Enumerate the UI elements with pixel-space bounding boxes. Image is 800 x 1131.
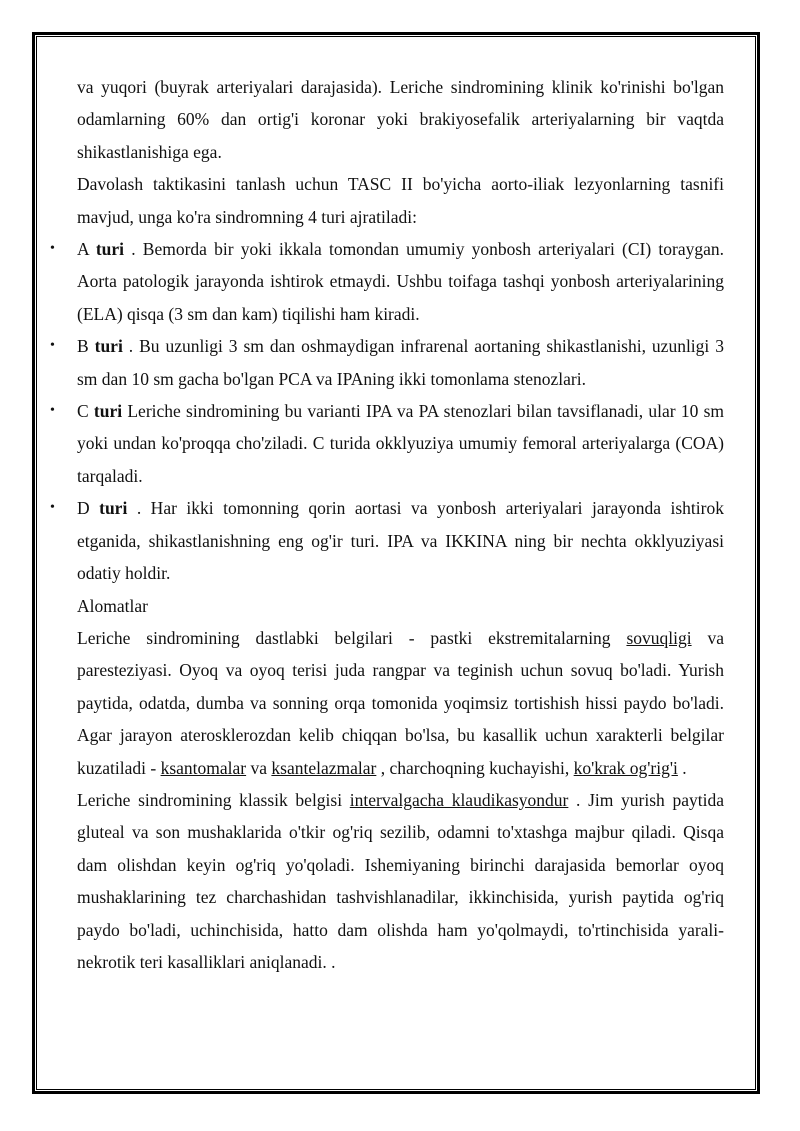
paragraph-symptoms: Leriche sindromining dastlabki belgilari - pastki ekstremitalarning sovuqligi va paresteziyasi. Oyoq va oyoq terisi juda rangpar va teginish uchun sovuq bo'ladi. Yurish paytida, odatda, dumba va sonning orqa tomonida yoqimsiz tortishish hissi paydo bo'ladi. Agar jarayon aterosklerozdan kelib chiqqan bo'lsa, bu kasallik uchun xarakterli belgilar kuzatiladi - ksantomalar va ksantelazmalar , charchoqning kuchayishi, ko'krak og'rig'i . <box>77 627 724 778</box>
paragraph-classification: Davolash taktikasini tanlash uchun TASC II bo'yicha aorto-iliak lezyonlarning tasnifi mavjud, unga ko'ra sindromning 4 turi ajratiladi: <box>77 174 724 227</box>
link-klaudikasyon[interactable]: intervalgacha klaudikasyondur <box>349 789 569 810</box>
list-item-type-a: • A turi . Bemorda bir yoki ikkala tomondan umumiy yonbosh arteriyalari (CI) toraygan. Aorta patologik jarayonda ishtirok etmaydi. Ushbu toifaga tashqi yonbosh arteriyalarining (ELA) qisqa (3 sm dan kam) tiqilishi ham kiradi. <box>77 233 724 330</box>
link-sovuqligi[interactable]: sovuqligi <box>626 627 692 648</box>
link-ksantelazmalar[interactable]: ksantelazmalar <box>271 757 377 778</box>
bullet-icon: • <box>50 338 55 354</box>
link-kokrak-ogrigi[interactable]: ko'krak og'rig'i <box>573 757 678 778</box>
list-item-type-d: • D turi . Har ikki tomonning qorin aortasi va yonbosh arteriyalari jarayonda ishtirok etganida, shikastlanishning eng og'ir turi. IPA va IKKINA ning bir nechta okklyuziyasi odatiy holdir. <box>77 492 724 589</box>
bullet-icon: • <box>50 403 55 419</box>
paragraph-intro: va yuqori (buyrak arteriyalari darajasida). Leriche sindromining klinik ko'rinishi bo'lgan odamlarning 60% dan ortig'i koronar yoki brakiyosefalik arteriyalarning bir vaqtda shikastlanishiga ega. <box>77 77 724 162</box>
link-ksantomalar[interactable]: ksantomalar <box>160 757 247 778</box>
list-item-type-b: • B turi . Bu uzunligi 3 sm dan oshmaydigan infrarenal aortaning shikastlanishi, uzunligi 3 sm dan 10 sm gacha bo'lgan PCA va IPAning ikki tomonlama stenozlari. <box>77 330 724 395</box>
list-item-type-c: • C turi Leriche sindromining bu varianti IPA va PA stenozlari bilan tavsiflanadi, ular 10 sm yoki undan ko'proqqa cho'ziladi. C turida okklyuziya umumiy femoral arteriyalarga (COA) tarqaladi. <box>77 395 724 492</box>
section-heading: Alomatlar <box>77 595 148 616</box>
document-body <box>50 71 724 978</box>
paragraph-classic-sign: Leriche sindromining klassik belgisi intervalgacha klaudikasyondur . Jim yurish paytida gluteal va son mushaklarida o'tkir og'riq sezilib, odamni to'xtashga majbur qiladi. Qisqa dam olishdan keyin og'riq yo'qoladi. Ishemiyaning birinchi darajasida bemorlar oyoq mushaklarining tez charchashidan tashvishlanadilar, ikkinchisida, yurish paytida og'riq paydo bo'ladi, uchinchisida, hatto dam olishda ham yo'qolmaydi, to'rtinchisida yarali-nekrotik teri kasalliklari aniqlanadi. . <box>77 789 724 972</box>
bullet-icon: • <box>50 500 55 516</box>
bullet-icon: • <box>50 241 55 257</box>
